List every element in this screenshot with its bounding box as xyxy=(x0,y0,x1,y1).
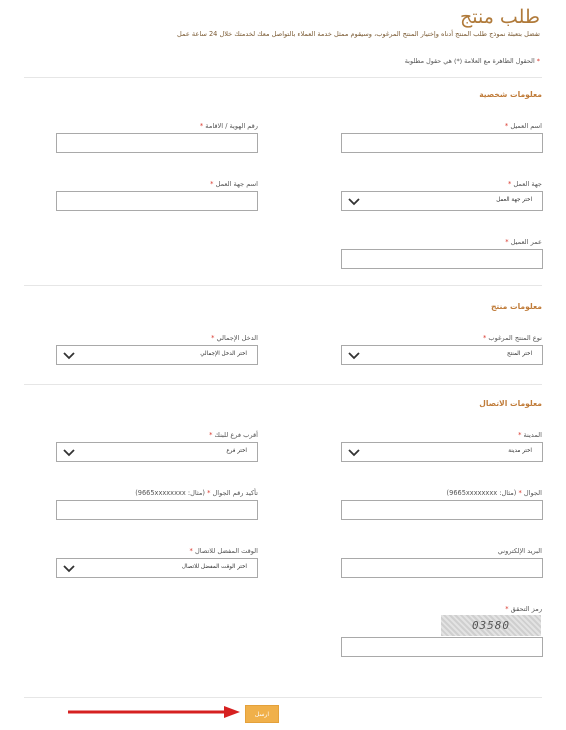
id-number-input[interactable] xyxy=(56,133,258,153)
required-mark: * xyxy=(210,180,214,188)
required-note-text: الحقول الظاهرة مع العلامة (*) هي حقول مطلوبة xyxy=(404,57,535,65)
required-mark: * xyxy=(207,489,211,497)
chevron-down-icon xyxy=(348,198,360,206)
employer-name-input[interactable] xyxy=(56,191,258,211)
nearest-branch-select[interactable] xyxy=(56,442,258,462)
customer-name-label xyxy=(505,122,542,130)
required-mark: * xyxy=(508,180,512,188)
city-label-text: المدينة xyxy=(523,431,542,439)
total-income-label-text: الدخل الإجمالي xyxy=(216,334,258,342)
city-select[interactable] xyxy=(341,442,543,462)
product-type-label-text: نوع المنتج المرغوب xyxy=(488,334,542,342)
chevron-down-icon xyxy=(348,449,360,457)
section-contact-title: معلومات الاتصال xyxy=(479,399,542,408)
customer-age-label-text: عمر العميل xyxy=(510,238,542,246)
product-type-label xyxy=(483,334,542,342)
required-mark: * xyxy=(211,334,215,342)
nearest-branch-label xyxy=(209,431,258,439)
page-title: طلب منتج xyxy=(459,6,540,28)
nearest-branch-value: اختر فرع xyxy=(226,448,247,454)
footer-divider xyxy=(24,697,542,698)
city-label xyxy=(518,431,542,439)
mobile-label xyxy=(447,489,542,497)
section-divider xyxy=(24,285,542,286)
captcha-image: 03580 xyxy=(441,615,541,636)
section-product-title: معلومات منتج xyxy=(490,302,542,311)
captcha-label-text: رمز التحقق xyxy=(510,605,542,613)
mobile-hint: (مثال: 9665xxxxxxxx) xyxy=(446,489,517,497)
customer-age-input[interactable] xyxy=(341,249,543,269)
total-income-select[interactable] xyxy=(56,345,258,365)
required-note xyxy=(405,57,540,65)
customer-name-label-text: اسم العميل xyxy=(510,122,542,130)
required-mark: * xyxy=(504,122,509,130)
required-mark: * xyxy=(505,605,509,613)
mobile-confirm-input[interactable] xyxy=(56,500,258,520)
product-type-select[interactable] xyxy=(341,345,543,365)
chevron-down-icon xyxy=(348,352,360,360)
preferred-time-label-text: الوقت المفضل للاتصال xyxy=(194,547,258,555)
captcha-label xyxy=(505,605,542,613)
required-mark: * xyxy=(209,431,213,439)
red-arrow-icon xyxy=(66,705,242,719)
preferred-time-label xyxy=(190,547,258,555)
mobile-confirm-hint: (مثال: 9665xxxxxxxx) xyxy=(135,489,205,497)
chevron-down-icon xyxy=(63,565,75,573)
city-value: اختر مدينة xyxy=(508,448,532,454)
email-label: البريد الإلكتروني xyxy=(497,547,542,555)
chevron-down-icon xyxy=(63,352,75,360)
total-income-value: اختر الدخل الإجمالي xyxy=(200,351,247,357)
mobile-confirm-label-text: تأكيد رقم الجوال xyxy=(212,489,258,497)
required-mark: * xyxy=(189,547,193,555)
employer-type-value: اختر جهة العمل xyxy=(496,197,532,203)
customer-name-input[interactable] xyxy=(341,133,543,153)
submit-button[interactable]: ارسل xyxy=(245,705,279,723)
mobile-label-text: الجوال xyxy=(523,489,542,497)
required-mark: * xyxy=(199,122,204,130)
id-number-label xyxy=(200,122,258,130)
mobile-input[interactable] xyxy=(341,500,543,520)
required-mark: * xyxy=(518,489,522,497)
preferred-time-value: اختر الوقت المفضل للاتصال xyxy=(181,564,247,570)
id-number-label-text: رقم الهوية / الاقامة xyxy=(205,122,258,130)
preferred-time-select[interactable] xyxy=(56,558,258,578)
required-mark: * xyxy=(518,431,522,439)
nearest-branch-label-text: أقرب فرع للبنك xyxy=(214,431,258,439)
product-type-value: اختر المنتج xyxy=(506,351,532,357)
page-intro: تفضل بتعبئة نموذج طلب المنتج أدناه وإختيار المنتج المرغوب، وسيقوم ممثل خدمة العملاء بالتواصل معك لخدمتك خلال 24 ساعة عمل xyxy=(177,30,540,38)
employer-name-label-text: اسم جهة العمل xyxy=(215,180,258,188)
section-divider xyxy=(24,384,542,385)
required-mark: * xyxy=(505,238,509,246)
captcha-input[interactable] xyxy=(341,637,543,657)
employer-type-label-text: جهة العمل xyxy=(513,180,542,188)
employer-type-select[interactable] xyxy=(341,191,543,211)
email-input[interactable] xyxy=(341,558,543,578)
header-divider xyxy=(24,77,542,78)
total-income-label xyxy=(211,334,258,342)
chevron-down-icon xyxy=(63,449,75,457)
customer-age-label xyxy=(505,238,542,246)
mobile-confirm-label xyxy=(135,489,258,497)
employer-name-label xyxy=(210,180,258,188)
section-personal-title: معلومات شخصية xyxy=(479,90,542,99)
required-mark: * xyxy=(482,334,487,342)
required-mark: * xyxy=(536,57,540,65)
employer-type-label xyxy=(508,180,542,188)
